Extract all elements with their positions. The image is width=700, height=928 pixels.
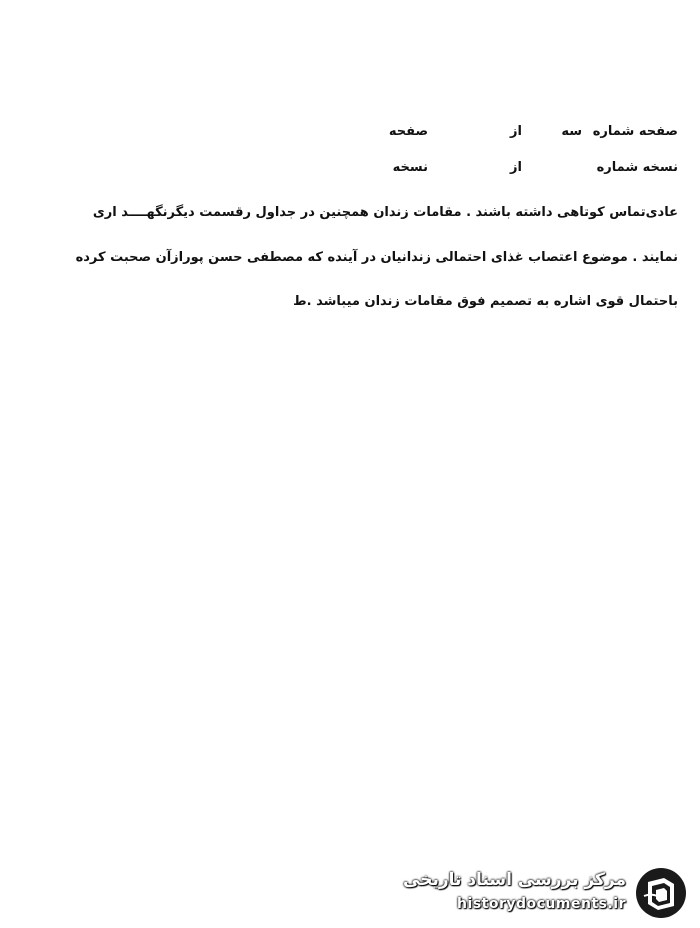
archive-logo-icon bbox=[634, 866, 688, 920]
page-number-value: سه bbox=[561, 124, 582, 139]
page-number-label: صفحه شماره bbox=[592, 124, 678, 139]
watermark-footer bbox=[398, 864, 688, 920]
copy-number-line bbox=[358, 160, 678, 180]
page-from-label: از bbox=[510, 124, 522, 139]
body-line-2: نمایند . موضوع اعتصاب غذای احتمالی زندانیان در آینده که مصطفی حسن پورازآن صحبت کرده bbox=[75, 250, 678, 265]
copy-number-label: نسخه شماره bbox=[596, 160, 678, 175]
body-line-1: عادی‌تماس کوتاهی داشته باشند . مقامات زندان همچنین در جداول رقسمت دیگرنگهــــد اری bbox=[92, 205, 678, 220]
watermark-url: historydocuments.ir bbox=[457, 896, 626, 912]
copy-from-label: از bbox=[510, 160, 522, 175]
body-line-3: باحتمال قوی اشاره به تصمیم فوق مقامات زندان میباشد .ط bbox=[293, 294, 678, 309]
copy-total-unit: نسخه bbox=[392, 160, 428, 175]
page-number-line bbox=[358, 124, 678, 144]
watermark-title: مرکز بررسی اسناد تاریخی bbox=[403, 870, 626, 890]
page-total-unit: صفحه bbox=[388, 124, 428, 139]
